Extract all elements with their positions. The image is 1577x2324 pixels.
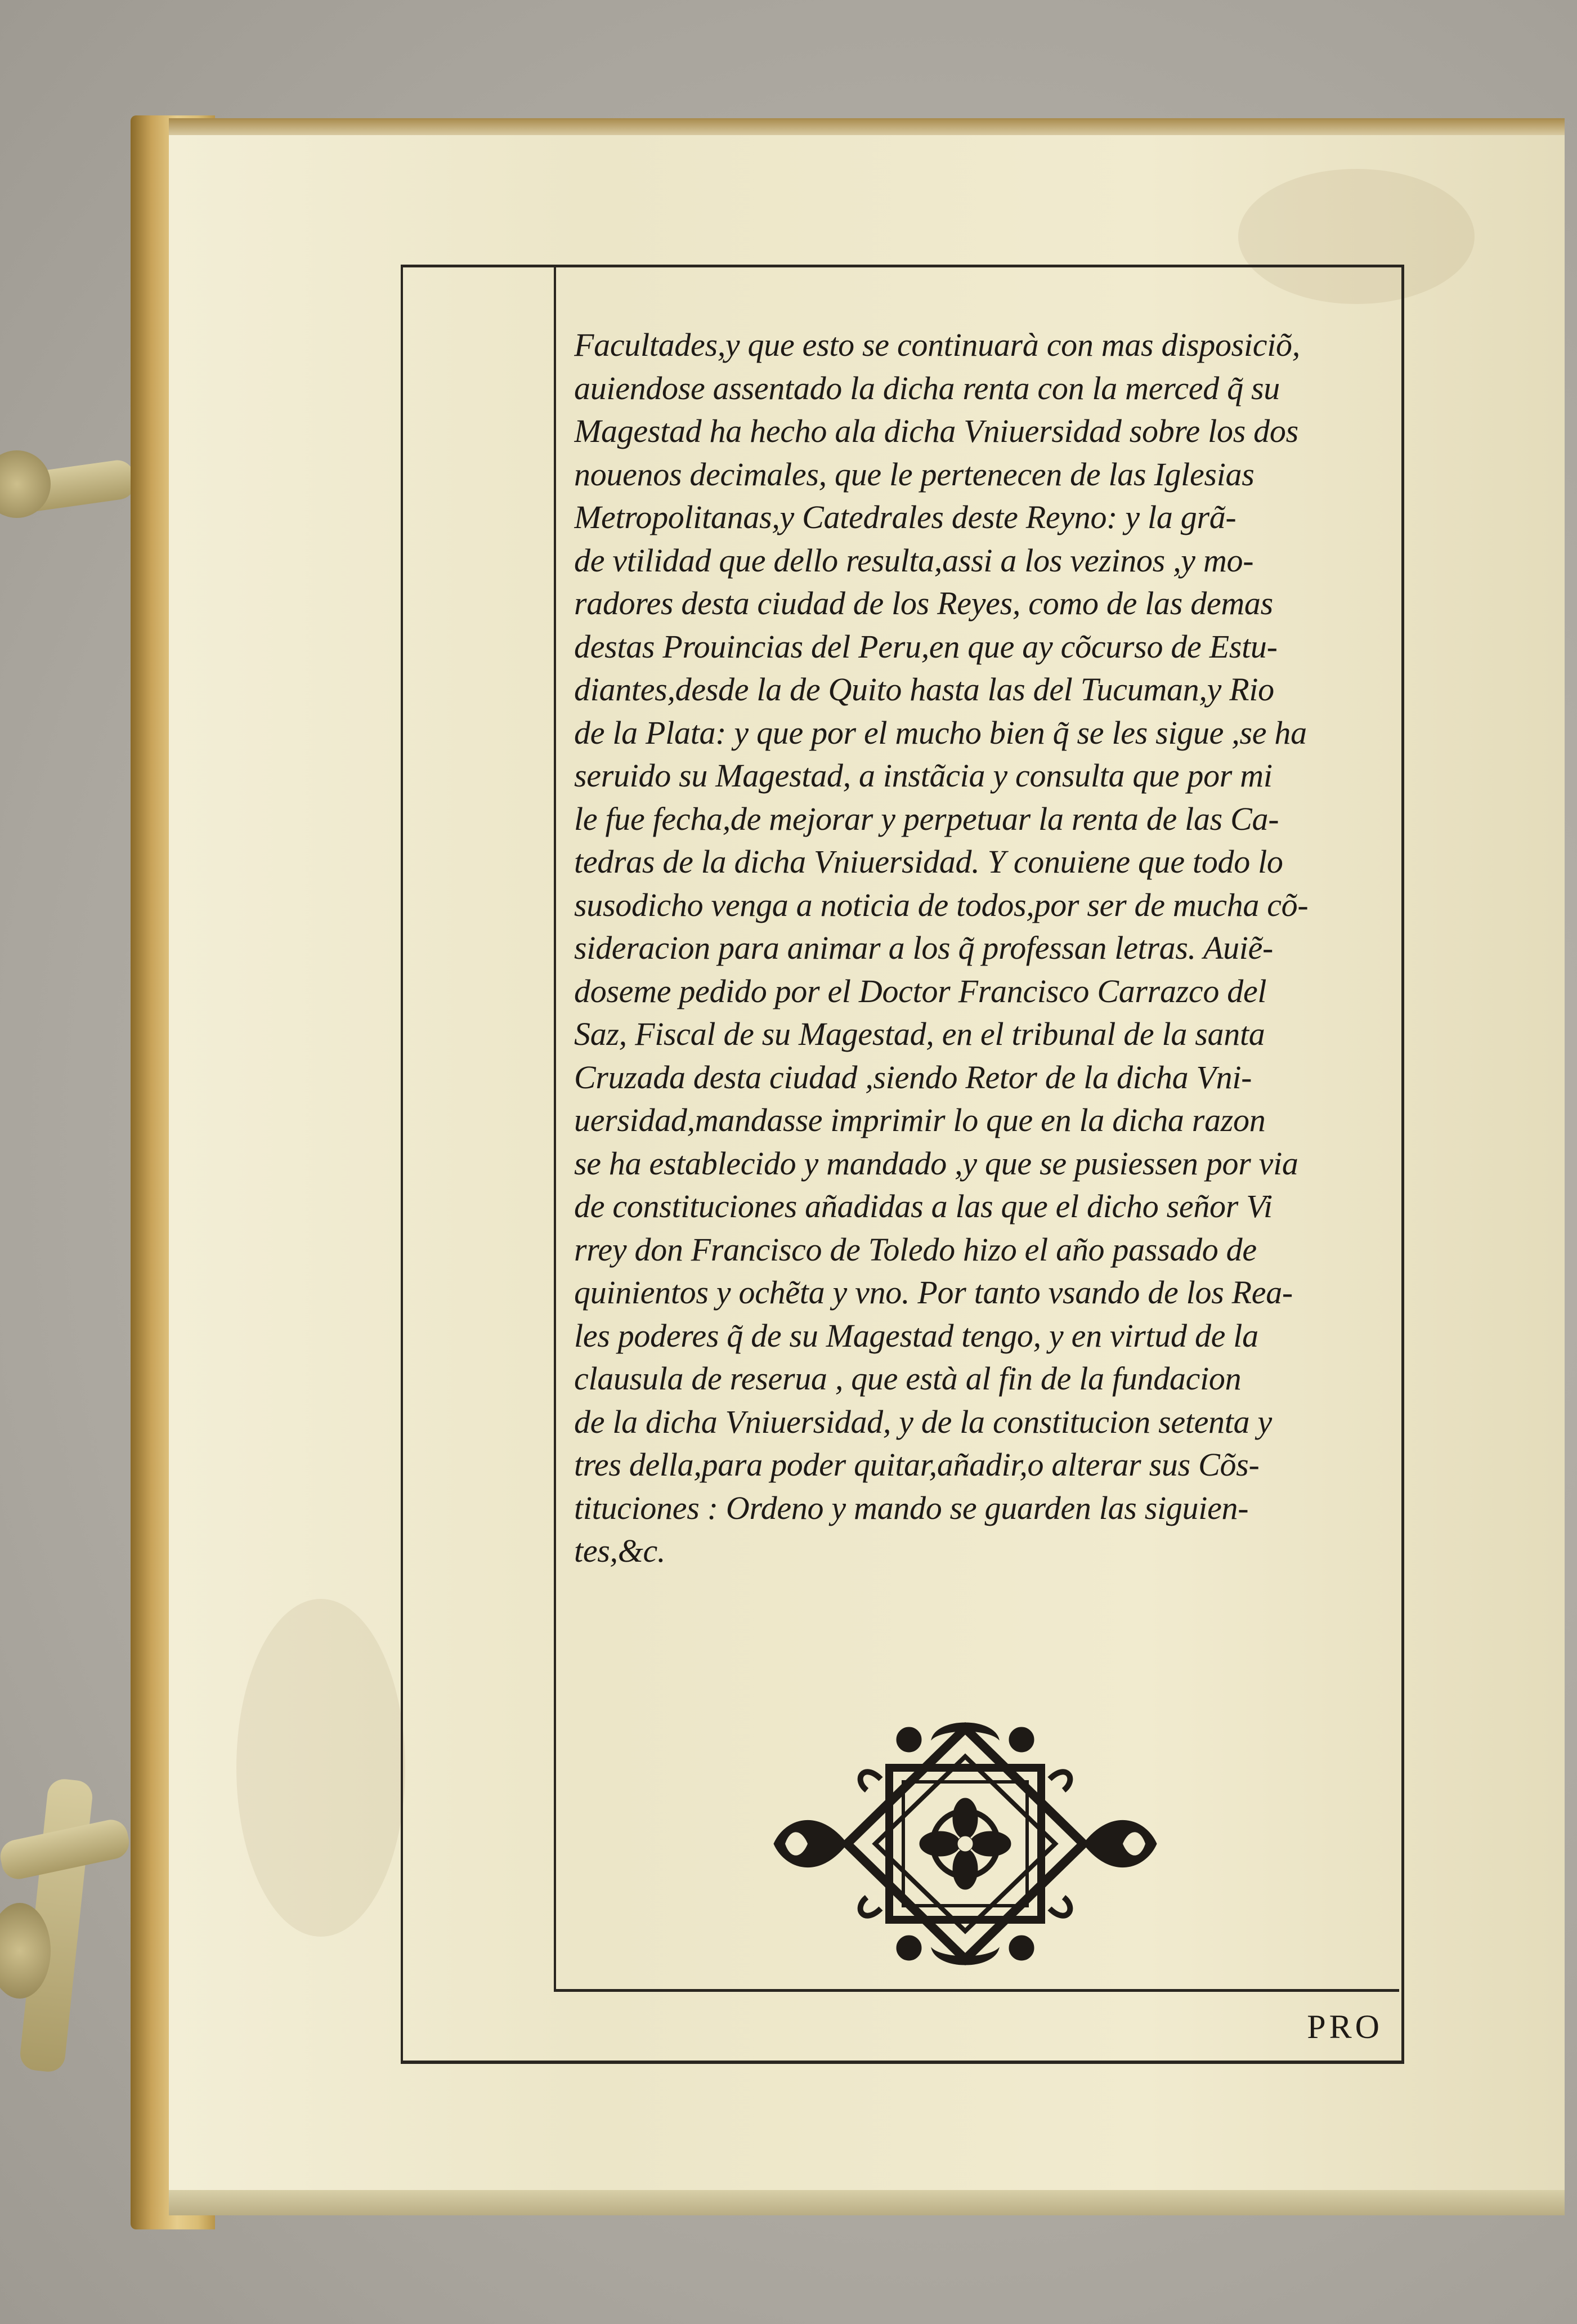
text-line: clausula de reserua , que està al fin de la fundacion: [574, 1360, 1242, 1397]
text-line: de la dicha Vniuersidad, y de la constitucion setenta y: [574, 1403, 1272, 1440]
text-line: tes,&c.: [574, 1532, 666, 1569]
footer-rule: [554, 1989, 1399, 1992]
text-line: rrey don Francisco de Toledo hizo el año passado de: [574, 1231, 1257, 1268]
text-line: tituciones : Ordeno y mando se guarden las siguien-: [574, 1489, 1249, 1526]
inner-margin-rule: [554, 267, 556, 1990]
text-line: Magestad ha hecho ala dicha Vniuersidad sobre los dos: [574, 413, 1298, 449]
text-line: se ha establecido y mandado ,y que se pusiessen por via: [574, 1145, 1298, 1182]
text-line: Facultades,y que esto se continuarà con mas disposiciõ,: [574, 327, 1300, 363]
text-line: susodicho venga a noticia de todos,por ser de mucha cõ-: [574, 886, 1309, 923]
text-line: auiendose assentado la dicha renta con la merced q̃ su: [574, 369, 1280, 406]
text-line: de la Plata: y que por el mucho bien q̃ se les sigue ,se ha: [574, 714, 1307, 751]
text-line: de constituciones añadidas a las que el dicho señor Vi: [574, 1188, 1273, 1224]
text-line: uersidad,mandasse imprimir lo que en la dicha razon: [574, 1102, 1266, 1138]
text-line: sideracion para animar a los q̃ professan letras. Auiẽ-: [574, 929, 1274, 966]
page-bottom-edge: [169, 2190, 1565, 2215]
text-line: Metropolitanas,y Catedrales deste Reyno: y la grã-: [574, 499, 1236, 535]
paper-stain: [236, 1599, 405, 1937]
text-line: quinientos y ochẽta y vno. Por tanto vsando de los Rea-: [574, 1274, 1293, 1311]
printer-ornament: [768, 1717, 1162, 1970]
text-line: seruido su Magestad, a instãcia y consulta que por mi: [574, 757, 1273, 794]
body-text: [574, 324, 1385, 1573]
text-line: de vtilidad que dello resulta,assi a los vezinos ,y mo-: [574, 542, 1254, 579]
text-line: le fue fecha,de mejorar y perpetuar la renta de las Ca-: [574, 800, 1279, 837]
text-line: destas Prouincias del Peru,en que ay cõcurso de Estu-: [574, 628, 1278, 665]
text-line: tres della,para poder quitar,añadir,o alterar sus Cõs-: [574, 1446, 1260, 1483]
text-line: radores desta ciudad de los Reyes, como de las demas: [574, 585, 1273, 622]
text-line: Cruzada desta ciudad ,siendo Retor de la dicha Vni-: [574, 1058, 1252, 1096]
text-line: nouenos decimales, que le pertenecen de las Iglesias: [574, 455, 1255, 493]
text-line: Saz, Fiscal de su Magestad, en el tribunal de la santa: [574, 1016, 1265, 1052]
text-line: diantes,desde la de Quito hasta las del Tucuman,y Rio: [574, 671, 1274, 708]
text-line: doseme pedido por el Doctor Francisco Carrazco del: [574, 972, 1267, 1009]
text-line: tedras de la dicha Vniuersidad. Y conuiene que todo lo: [574, 843, 1283, 880]
catchword: PRO: [1307, 2008, 1383, 2045]
text-line: les poderes q̃ de su Magestad tengo, y en virtud de la: [574, 1317, 1258, 1354]
